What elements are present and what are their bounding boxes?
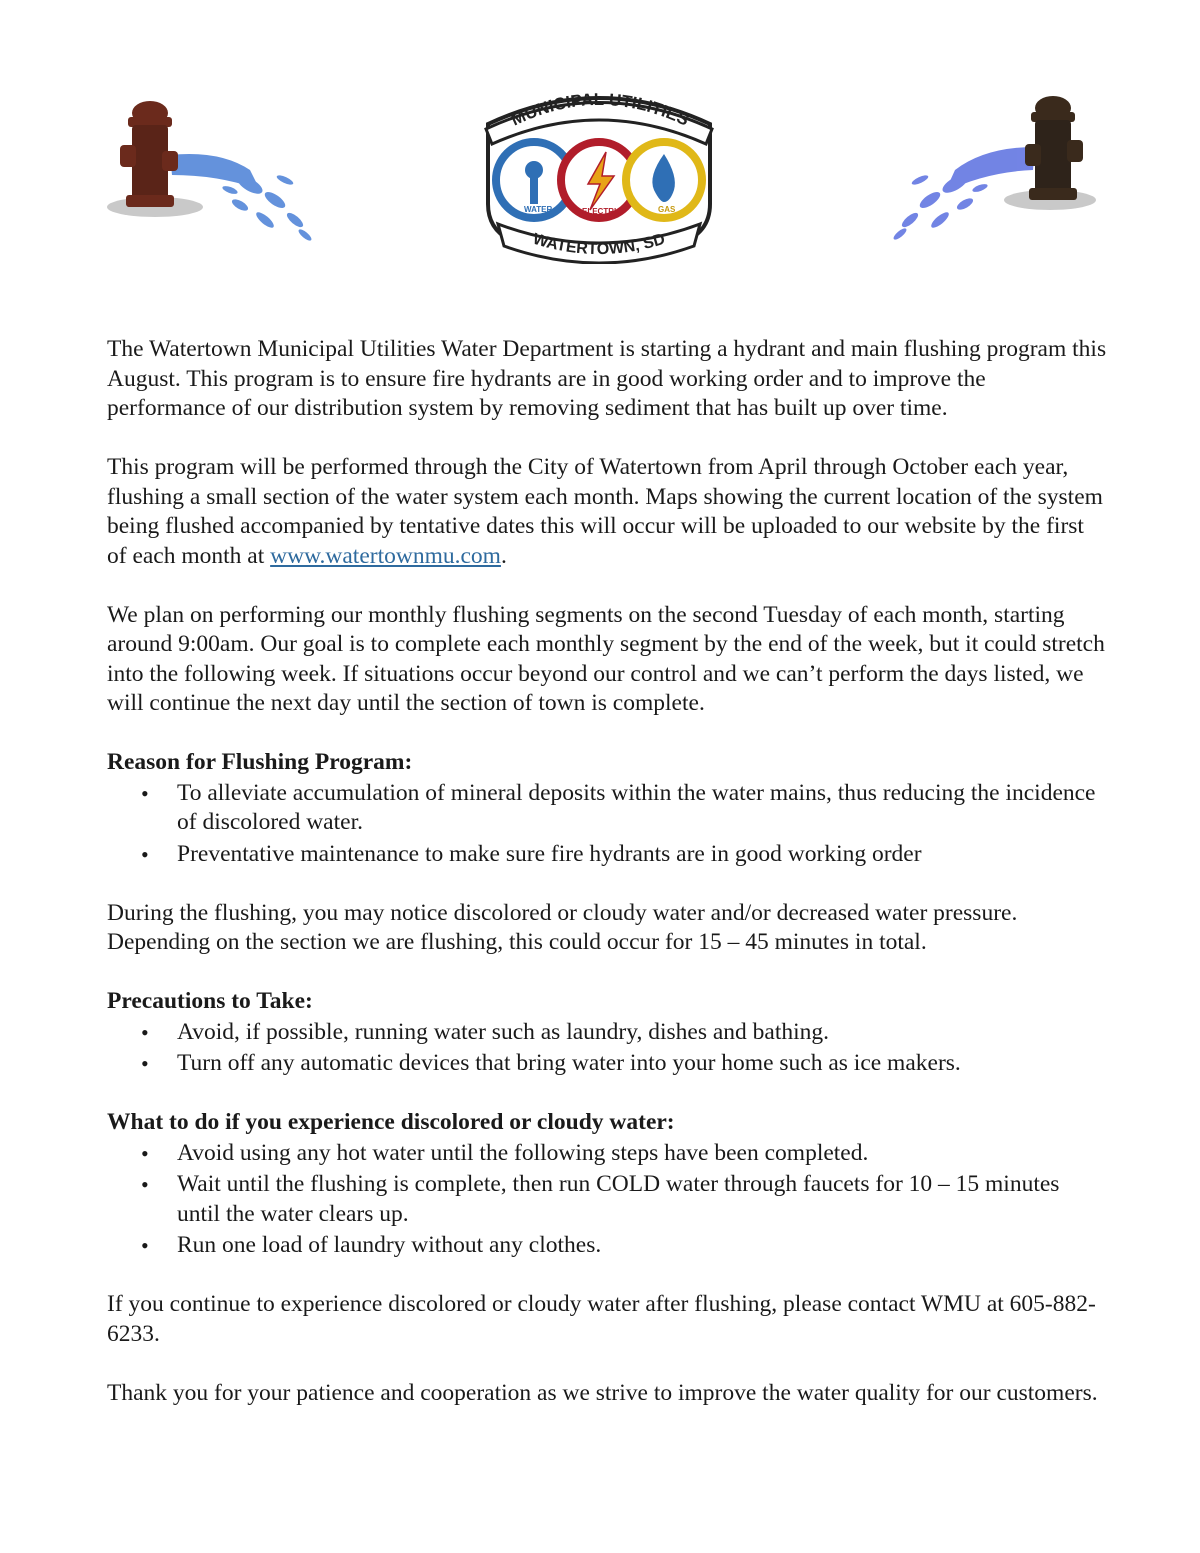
website-link[interactable]: www.watertownmu.com	[270, 542, 501, 569]
list-item: • Preventative maintenance to make sure fire hydrants are in good working order	[107, 840, 1107, 870]
reason-list	[107, 779, 1107, 870]
list-item: • Wait until the flushing is complete, then run COLD water through faucets for 10 – 15 minutes until the water clears up.	[107, 1170, 1107, 1229]
schedule-period: .	[500, 542, 507, 569]
schedule-paragraph	[107, 453, 1107, 571]
discolored-heading: What to do if you experience discolored or cloudy water:	[107, 1109, 675, 1135]
precautions-list	[107, 1018, 1107, 1079]
municipal-utilities-logo	[478, 84, 720, 264]
logo-gas-label: GAS	[658, 205, 676, 214]
logo-electric-label: ELECTRIC	[582, 207, 622, 216]
precautions-heading: Precautions to Take:	[107, 988, 313, 1014]
thanks-paragraph: Thank you for your patience and cooperation as we strive to improve the water quality for our customers.	[107, 1379, 1098, 1406]
fire-hydrant-right-icon	[885, 92, 1105, 252]
page-header	[0, 0, 1200, 300]
list-item: • To alleviate accumulation of mineral deposits within the water mains, thus reducing the incidence of discolored water.	[107, 779, 1107, 838]
list-item: • Avoid using any hot water until the following steps have been completed.	[107, 1139, 1107, 1169]
schedule-text: This program will be performed through the City of Watertown from April through October each year, flushing a small section of the water system each month. Maps showing the current location of the system being flushed accompanied by tentative dates this will occur will be uploaded to our website by the first of each month at	[107, 454, 1103, 569]
timing-paragraph: We plan on performing our monthly flushing segments on the second Tuesday of each month, starting around 9:00am. Our goal is to complete each monthly segment by the end of the week, but it could stretch into the following week. If situations occur beyond our control and we can’t perform the days listed, we will continue the next day until the section of town is complete.	[107, 601, 1105, 716]
effects-paragraph: During the flushing, you may notice discolored or cloudy water and/or decreased water pressure. Depending on the section we are flushing, this could occur for 15 – 45 minutes in total.	[107, 899, 1018, 955]
intro-paragraph: The Watertown Municipal Utilities Water Department is starting a hydrant and main flushing program this August. This program is to ensure fire hydrants are in good working order and to improve the performance of our distribution system by removing sediment that has built up over time.	[107, 336, 1107, 421]
notice-body	[107, 335, 1107, 1438]
logo-top-text: MUNICIPAL UTILITIES	[507, 89, 692, 130]
contact-paragraph: If you continue to experience discolored or cloudy water after flushing, please contact WMU at 605-882-6233.	[107, 1291, 1096, 1347]
discolored-list	[107, 1139, 1107, 1261]
logo-water-label: WATER	[524, 205, 553, 214]
list-item: • Run one load of laundry without any clothes.	[107, 1231, 1107, 1261]
list-item: • Turn off any automatic devices that bring water into your home such as ice makers.	[107, 1049, 1107, 1079]
list-item: • Avoid, if possible, running water such as laundry, dishes and bathing.	[107, 1018, 1107, 1048]
reason-heading: Reason for Flushing Program:	[107, 749, 413, 775]
fire-hydrant-left-icon	[100, 95, 320, 255]
logo-bottom-text: WATERTOWN, SD	[530, 230, 668, 259]
